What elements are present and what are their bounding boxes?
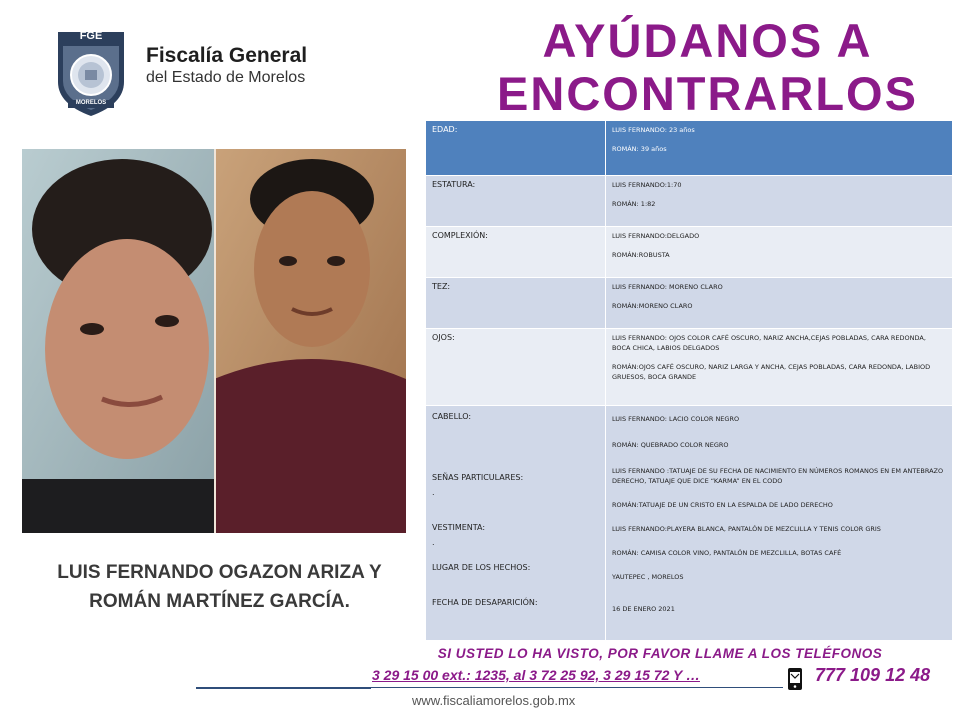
value-luis: LUIS FERNANDO: OJOS COLOR CAFÉ OSCURO, NARIZ ANCHA,CEJAS POBLADAS, CARA REDONDA, BOCA CHICA, LABIOS DELGADOS bbox=[612, 334, 926, 352]
value-cabello-luis: LUIS FERNANDO: LACIO COLOR NEGRO bbox=[612, 415, 740, 423]
names-line-1: LUIS FERNANDO OGAZON ARIZA Y bbox=[57, 562, 382, 583]
value-luis: LUIS FERNANDO:DELGADO bbox=[612, 232, 700, 240]
names-line-2: ROMÁN MARTÍNEZ GARCÍA. bbox=[89, 591, 350, 612]
headline-line-2: ENCONTRARLOS bbox=[497, 67, 918, 120]
label-senas: SEÑAS PARTICULARES: bbox=[432, 473, 524, 482]
value-luis: LUIS FERNANDO:1:70 bbox=[612, 181, 682, 189]
row-label: COMPLEXIÓN: bbox=[426, 227, 606, 278]
organization-block bbox=[146, 44, 307, 88]
label-dot: . bbox=[432, 538, 435, 547]
phone-list: 3 29 15 00 ext.: 1235, al 3 72 25 92, 3 29 15 72 Y … bbox=[372, 667, 700, 683]
headline bbox=[470, 14, 945, 120]
row-value bbox=[606, 121, 953, 176]
label-dot: . bbox=[432, 488, 435, 497]
missing-persons-names bbox=[22, 558, 417, 616]
phone-numbers bbox=[372, 667, 792, 683]
row-label: OJOS: bbox=[426, 329, 606, 406]
value-vestimenta-roman: ROMÁN: CAMISA COLOR VINO, PANTALÓN DE MEZCLILLA, BOTAS CAFÉ bbox=[612, 549, 842, 557]
missing-persons-photo bbox=[22, 149, 406, 533]
row-value bbox=[606, 329, 953, 406]
value-senas-roman: ROMÁN:TATUAJE DE UN CRISTO EN LA ESPALDA DE LADO DERECHO bbox=[612, 501, 833, 509]
row-label: ESTATURA: bbox=[426, 176, 606, 227]
mobile-phone-icon bbox=[787, 667, 803, 691]
org-subtitle: del Estado de Morelos bbox=[146, 69, 306, 86]
value-roman: ROMÁN: 1:82 bbox=[612, 200, 656, 208]
logo-text: FGE bbox=[79, 30, 103, 42]
value-roman: ROMÁN:MORENO CLARO bbox=[612, 302, 693, 310]
fge-shield-logo bbox=[52, 28, 130, 118]
row-label: TEZ: bbox=[426, 278, 606, 329]
logo-bottom-text: MORELOS bbox=[75, 100, 107, 106]
headline-line-1: AYÚDANOS A bbox=[542, 14, 873, 67]
label-vestimenta: VESTIMENTA: bbox=[432, 523, 486, 532]
table-row-complexion bbox=[426, 227, 953, 278]
row-value-group bbox=[606, 406, 953, 641]
value-cabello-roman: ROMÁN: QUEBRADO COLOR NEGRO bbox=[612, 441, 729, 449]
value-roman: ROMÁN: 39 años bbox=[612, 145, 667, 153]
value-roman: ROMÁN:OJOS CAFÉ OSCURO, NARIZ LARGA Y ANCHA, CEJAS POBLADAS, CARA REDONDA, LABIOD GRUESOS, BOCA GRANDE bbox=[612, 363, 931, 381]
call-to-action: SI USTED LO HA VISTO, POR FAVOR LLAME A LOS TELÉFONOS bbox=[437, 646, 883, 661]
label-fecha: FECHA DE DESAPARICIÓN: bbox=[432, 598, 538, 607]
divider bbox=[371, 687, 783, 688]
row-label-group bbox=[426, 406, 606, 641]
org-name: Fiscalía General bbox=[146, 44, 308, 67]
description-table bbox=[425, 120, 953, 641]
value-luis: LUIS FERNANDO: MORENO CLARO bbox=[612, 283, 723, 291]
row-value bbox=[606, 176, 953, 227]
value-luis: LUIS FERNANDO: 23 años bbox=[612, 126, 695, 134]
table-row-details bbox=[426, 406, 953, 641]
row-label: EDAD: bbox=[426, 121, 606, 176]
hotline-number: 777 109 12 48 bbox=[815, 665, 931, 685]
table-row-ojos bbox=[426, 329, 953, 406]
divider bbox=[196, 687, 371, 689]
value-lugar: YAUTEPEC , MORELOS bbox=[612, 573, 684, 581]
table-row-tez bbox=[426, 278, 953, 329]
label-cabello: CABELLO: bbox=[432, 412, 472, 421]
website-link[interactable]: www.fiscaliamorelos.gob.mx bbox=[412, 693, 576, 708]
label-lugar: LUGAR DE LOS HECHOS: bbox=[432, 563, 531, 572]
value-vestimenta-luis: LUIS FERNANDO:PLAYERA BLANCA, PANTALÓN DE MEZCLILLA Y TENIS COLOR GRIS bbox=[612, 525, 881, 533]
row-value bbox=[606, 278, 953, 329]
table-row-estatura bbox=[426, 176, 953, 227]
value-roman: ROMÁN:ROBUSTA bbox=[612, 251, 670, 259]
value-fecha: 16 DE ENERO 2021 bbox=[612, 605, 675, 613]
table-row-edad bbox=[426, 121, 953, 176]
row-value bbox=[606, 227, 953, 278]
value-senas-luis: LUIS FERNANDO :TATUAJE DE SU FECHA DE NACIMIENTO EN NÚMEROS ROMANOS EN EM ANTEBRAZO DERECHO, TATUAJE QUE DICE “KARMA” EN EL CODO bbox=[612, 467, 944, 485]
